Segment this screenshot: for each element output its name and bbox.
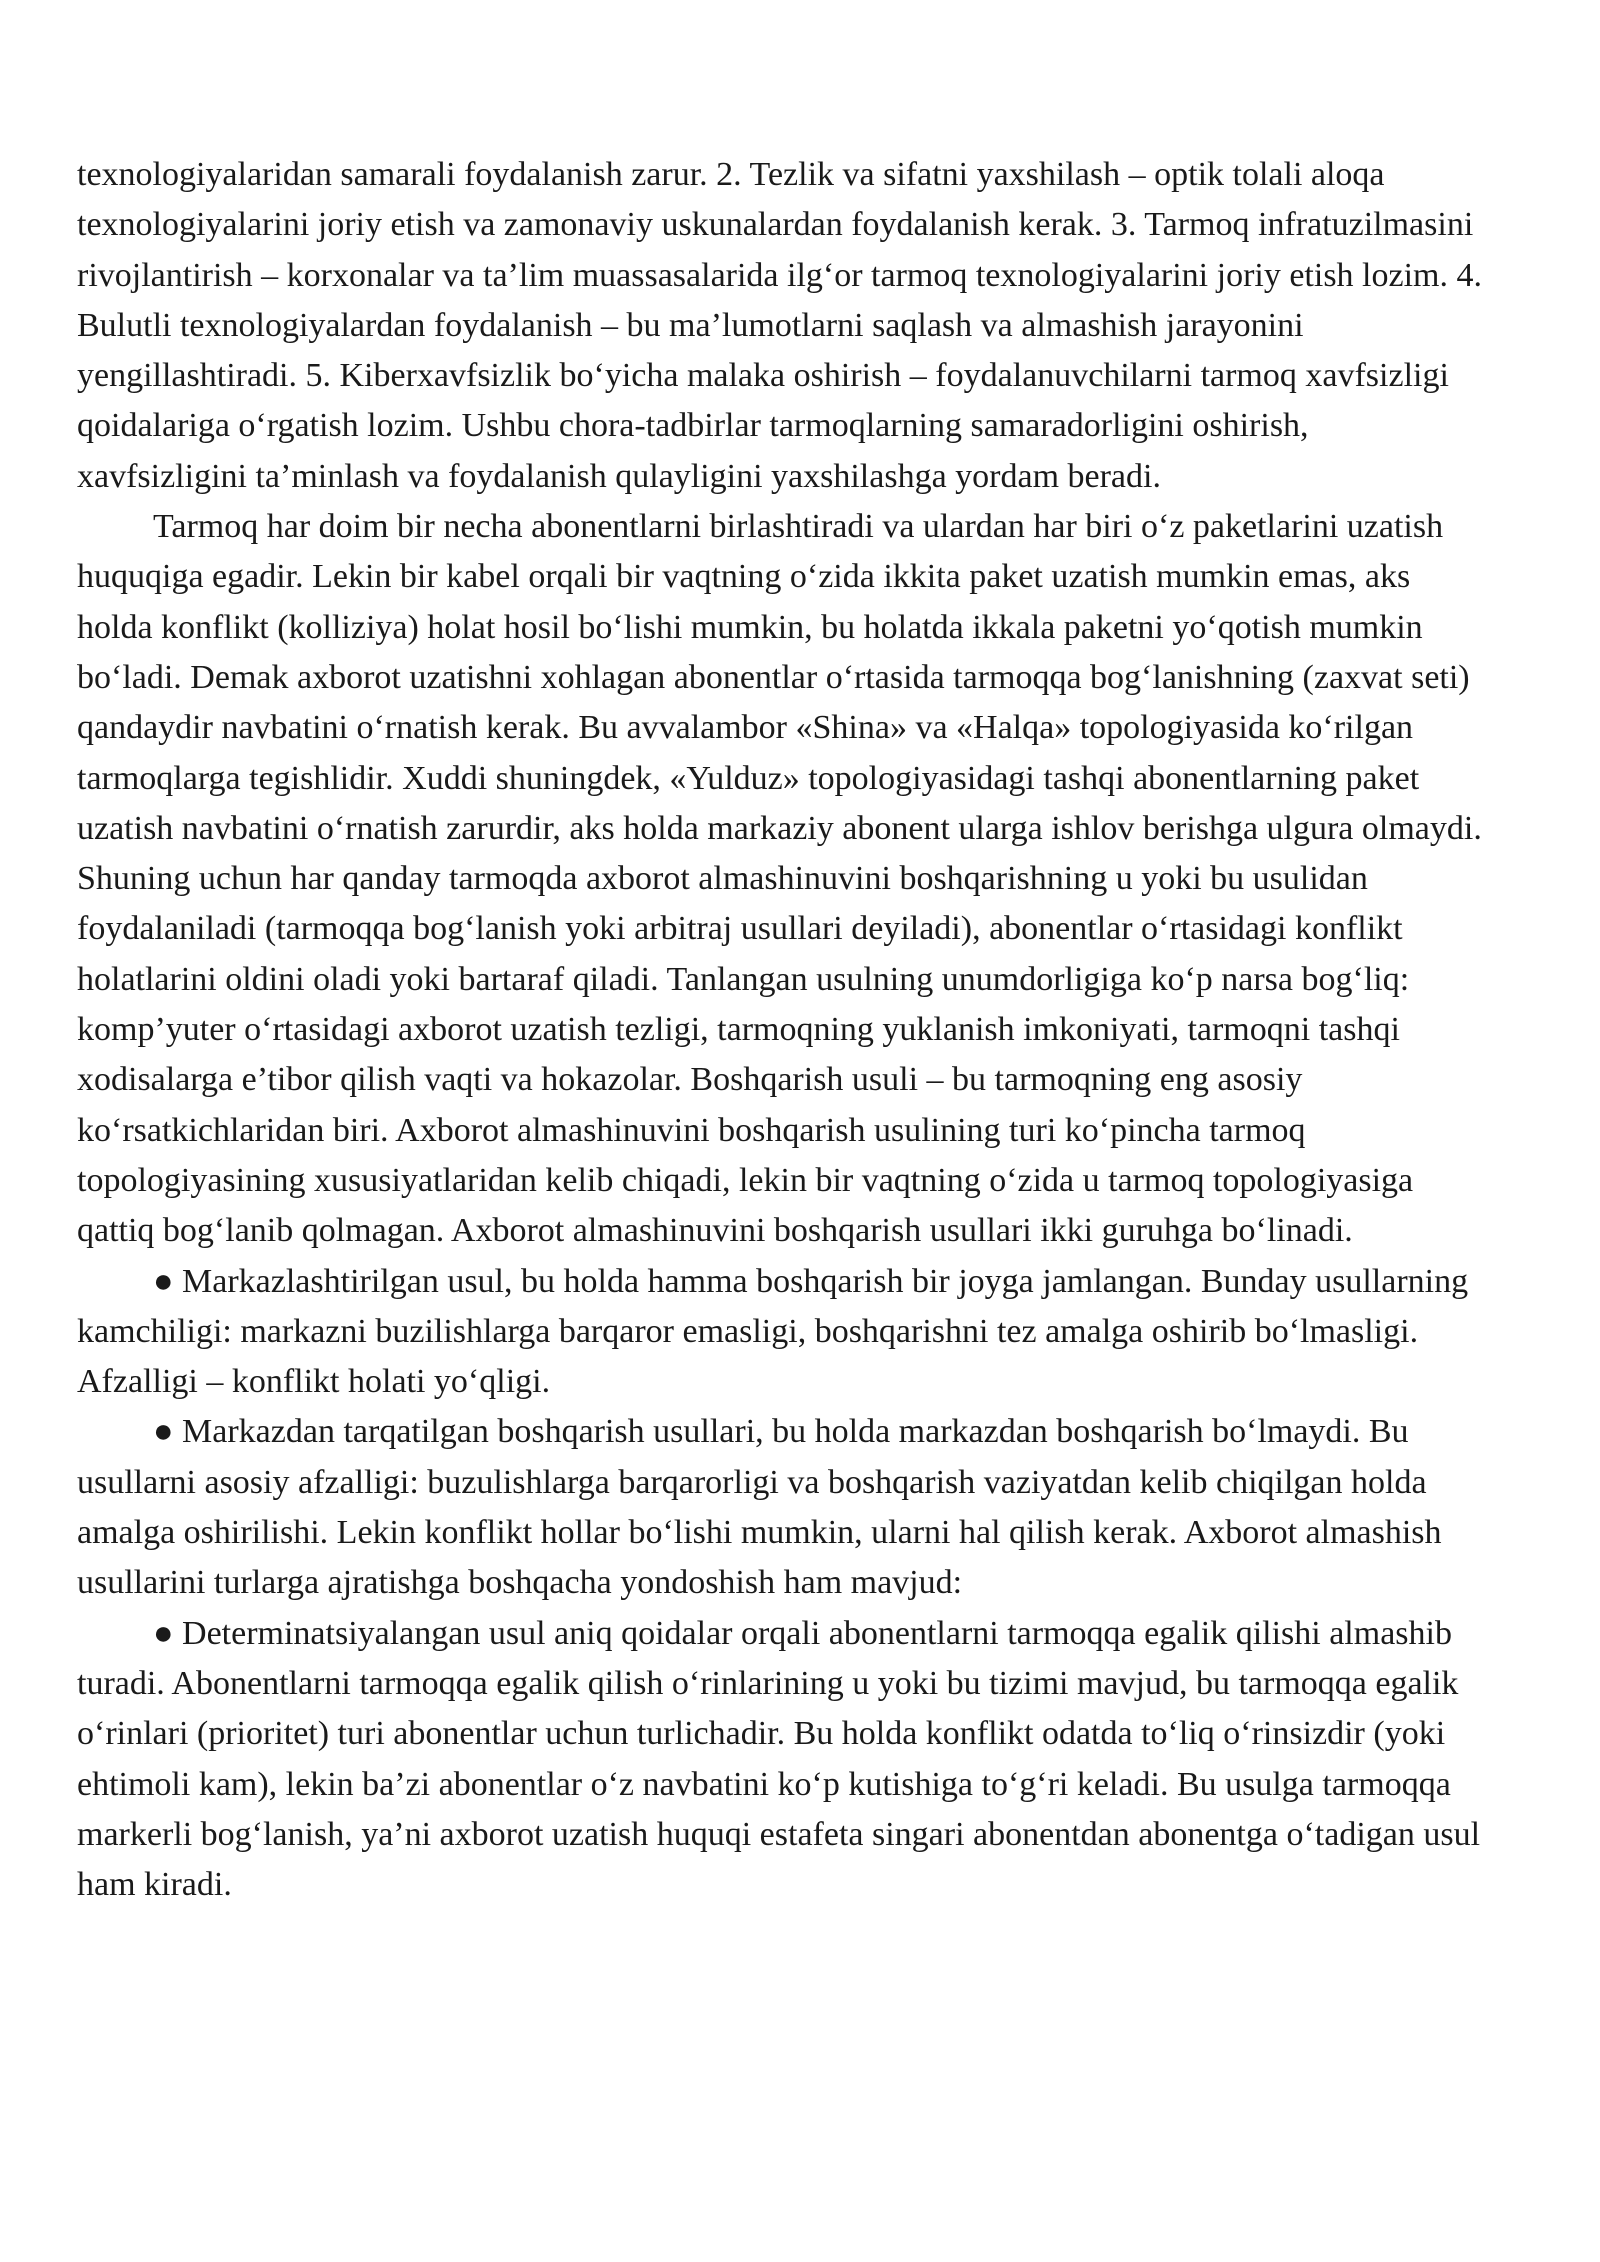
bullet-centralized-method: ● Markazlashtirilgan usul, bu holda hamma boshqarish bir joyga jamlangan. Bunday usullarning kamchiligi: markazni buzilishlarga barqaror emasligi, boshqarishni tez amalga oshirib bo‘lmasligi. Afzalligi – konflikt holati yo‘qligi. bbox=[77, 1262, 1469, 1401]
document-page bbox=[77, 150, 1487, 1910]
bullet-deterministic-method: ● Determinatsiyalangan usul aniq qoidalar orqali abonentlarni tarmoqqa egalik qilishi almashib turadi. Abonentlarni tarmoqqa egalik qilish o‘rinlarining u yoki bu tizimi mavjud, bu tarmoqqa egalik o‘rinlari (prioritet) turi abonentlar uchun turlichadir. Bu holda konflikt odatda to‘liq o‘rinsizdir (yoki ehtimoli kam), lekin ba’zi abonentlar o‘z navbatini ko‘p kutishiga to‘g‘ri keladi. Bu usulga tarmoqqa markerli bog‘lanish, ya’ni axborot uzatish huquqi estafeta singari abonentdan abonentga o‘tadigan usul ham kiradi. bbox=[77, 1614, 1481, 1904]
paragraph-continuation: texnologiyalaridan samarali foydalanish zarur. 2. Tezlik va sifatni yaxshilash – optik tolali aloqa texnologiyalarini joriy etish va zamonaviy uskunalardan foydalanish kerak. 3. Tarmoq infratuzilmasini rivojlantirish – korxonalar va ta’lim muassasalarida ilg‘or tarmoq texnologiyalarini joriy etish lozim. 4. Bulutli texnologiyalardan foydalanish – bu ma’lumotlarni saqlash va almashish jarayonini yengillashtiradi. 5. Kiberxavfsizlik bo‘yicha malaka oshirish – foydalanuvchilarni tarmoq xavfsizligi qoidalariga o‘rgatish lozim. Ushbu chora-tadbirlar tarmoqlarning samaradorligini oshirish, xavfsizligini ta’minlash va foydalanish qulayligini yaxshilashga yordam beradi. bbox=[77, 156, 1482, 495]
paragraph-network-conflict: Tarmoq har doim bir necha abonentlarni birlashtiradi va ulardan har biri o‘z paketlarini uzatish huquqiga egadir. Lekin bir kabel orqali bir vaqtning o‘zida ikkita paket uzatish mumkin emas, aks holda konflikt (kolliziya) holat hosil bo‘lishi mumkin, bu holatda ikkala paketni yo‘qotish mumkin bo‘ladi. Demak axborot uzatishni xohlagan abonentlar o‘rtasida tarmoqqa bog‘lanishning (zaxvat seti) qandaydir navbatini o‘rnatish kerak. Bu avvalambor «Shina» va «Halqa» topologiyasida ko‘rilgan tarmoqlarga tegishlidir. Xuddi shuningdek, «Yulduz» topologiyasidagi tashqi abonentlarning paket uzatish navbatini o‘rnatish zarurdir, aks holda markaziy abonent ularga ishlov berishga ulgura olmaydi. Shuning uchun har qanday tarmoqda axborot almashinuvini boshqarishning u yoki bu usulidan foydalaniladi (tarmoqqa bog‘lanish yoki arbitraj usullari deyiladi), abonentlar o‘rtasidagi konflikt holatlarini oldini oladi yoki bartaraf qiladi. Tanlangan usulning unumdorligiga ko‘p narsa bog‘liq: komp’yuter o‘rtasidagi axborot uzatish tezligi, tarmoqning yuklanish imkoniyati, tarmoqni tashqi xodisalarga e’tibor qilish vaqti va hokazolar. Boshqarish usuli – bu tarmoqning eng asosiy ko‘rsatkichlaridan biri. Axborot almashinuvini boshqarish usulining turi ko‘pincha tarmoq topologiyasining xususiyatlaridan kelib chiqadi, lekin bir vaqtning o‘zida u tarmoq topologiyasiga qattiq bog‘lanib qolmagan. Axborot almashinuvini boshqarish usullari ikki guruhga bo‘linadi. bbox=[77, 508, 1482, 1250]
bullet-decentralized-method: ● Markazdan tarqatilgan boshqarish usullari, bu holda markazdan boshqarish bo‘lmaydi. Bu usullarni asosiy afzalligi: buzulishlarga barqarorligi va boshqarish vaziyatdan kelib chiqilgan holda amalga oshirilishi. Lekin konflikt hollar bo‘lishi mumkin, ularni hal qilish kerak. Axborot almashish usullarini turlarga ajratishga boshqacha yondoshish ham mavjud: bbox=[77, 1413, 1442, 1602]
